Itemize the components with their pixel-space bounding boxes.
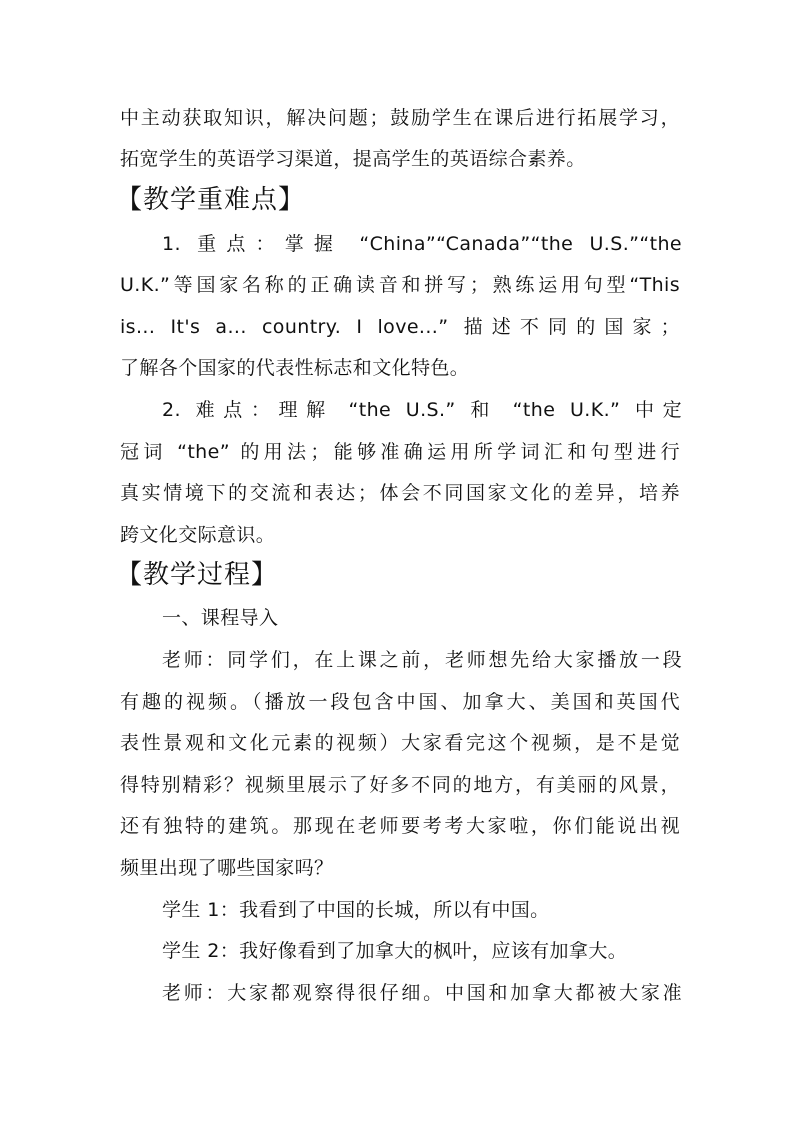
paragraph-line: 有趣的视频。（播放一段包含中国、加拿大、美国和英国代 — [120, 691, 680, 713]
section-heading-process: 【教学过程】 — [116, 560, 279, 590]
paragraph-line: 2. 难点：理解 “the U.S.” 和 “the U.K.” 中定 — [162, 399, 682, 421]
paragraph-line: 中主动获取知识，解决问题；鼓励学生在课后进行拓展学习， — [120, 107, 680, 129]
paragraph-line: 真实情境下的交流和表达；体会不同国家文化的差异，培养 — [120, 482, 680, 504]
paragraph-line: 学生 2：我好像看到了加拿大的枫叶，应该有加拿大。 — [162, 940, 628, 962]
section-heading-key-points: 【教学重难点】 — [116, 185, 306, 215]
paragraph-line: 得特别精彩？视频里展示了好多不同的地方，有美丽的风景， — [120, 774, 680, 796]
paragraph-line: is... It's a... country. I love...” 描述不同的国家； — [120, 316, 680, 338]
paragraph-line: 还有独特的建筑。那现在老师要考考大家啦，你们能说出视 — [120, 815, 680, 837]
paragraph-line: 冠词 “the” 的用法；能够准确运用所学词汇和句型进行 — [120, 441, 680, 463]
paragraph-line: 1. 重点：掌握 “China”“Canada”“the U.S.”“the — [162, 233, 682, 255]
paragraph-line: U.K.”等国家名称的正确读音和拼写；熟练运用句型“This — [120, 274, 680, 296]
subheading-course-intro: 一、课程导入 — [162, 607, 279, 629]
paragraph-line: 表性景观和文化元素的视频）大家看完这个视频，是不是觉 — [120, 732, 680, 754]
paragraph-line: 拓宽学生的英语学习渠道，提高学生的英语综合素养。 — [120, 148, 586, 170]
paragraph-line: 老师：同学们，在上课之前，老师想先给大家播放一段 — [162, 649, 682, 671]
paragraph-line: 学生 1：我看到了中国的长城，所以有中国。 — [162, 899, 550, 921]
paragraph-line: 频里出现了哪些国家吗？ — [120, 857, 334, 879]
paragraph-line: 了解各个国家的代表性标志和文化特色。 — [120, 357, 470, 379]
paragraph-line: 老师：大家都观察得很仔细。中国和加拿大都被大家准 — [162, 982, 682, 1004]
paragraph-line: 跨文化交际意识。 — [120, 524, 276, 546]
